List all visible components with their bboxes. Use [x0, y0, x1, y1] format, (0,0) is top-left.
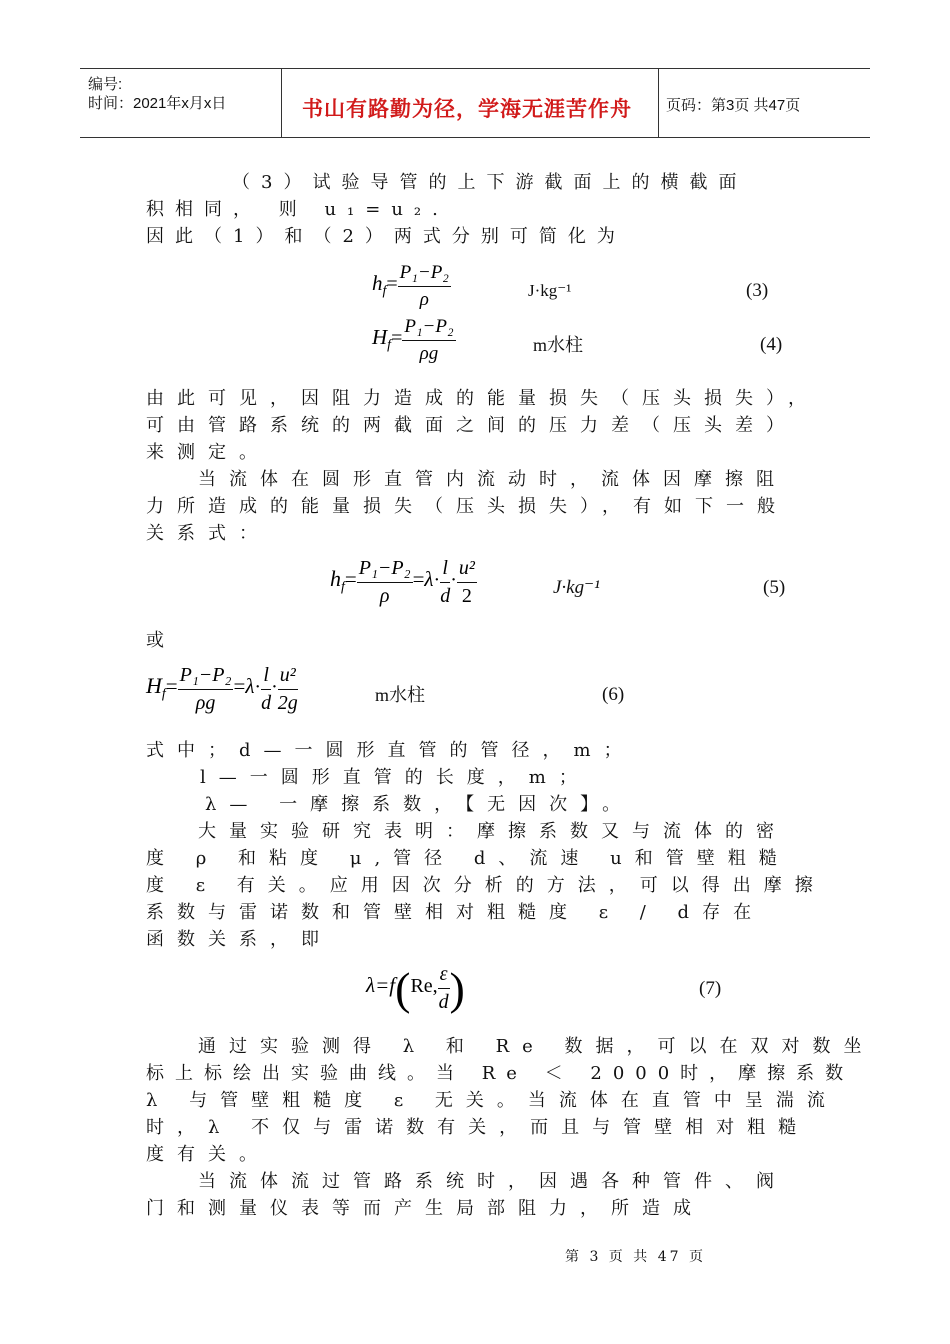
body-line: 当流体流过管路系统时，因遇各种管件、阀	[198, 1171, 787, 1192]
body-line: 当流体在圆形直管内流动时，流体因摩擦阻	[198, 469, 787, 490]
equation-number: (5)	[763, 577, 786, 598]
equation-number: (4)	[760, 334, 783, 355]
header-page-label: 页码：第3页 共47页	[666, 97, 801, 114]
definition-line: λ— 一摩擦系数，【无因次】。	[205, 794, 634, 815]
body-line: 可由管路系统的两截面之间的压力差（压头差）	[146, 415, 797, 436]
eq-numerator: P₁−P₂	[398, 262, 451, 287]
body-line: 积相同， 则 u₁=u₂.	[146, 199, 449, 220]
eq-lhs: λ=f	[366, 973, 396, 998]
body-line: 度 ε 有关。应用因次分析的方法，可以得出摩擦	[146, 875, 826, 896]
header-divider	[281, 69, 282, 137]
definition-line: 式中；d—一圆形直管的管径，m；	[146, 740, 635, 761]
eq-numerator: P₁−P₂	[357, 557, 413, 583]
eq-numerator: l	[261, 664, 271, 690]
eq-lhs: h	[372, 271, 383, 296]
header-motto: 书山有路勤为径，学海无涯苦作舟	[302, 98, 632, 121]
eq-lhs: H	[372, 325, 388, 350]
eq-re: Re,	[410, 975, 438, 998]
body-line: 来测定。	[146, 442, 270, 463]
eq-sub: f	[382, 283, 387, 299]
eq-denominator: ρg	[419, 343, 439, 364]
eq-denominator: ρ	[419, 289, 429, 310]
eq-lhs: H	[146, 673, 162, 699]
body-line: 大量实验研究表明：摩擦系数又与流体的密	[198, 821, 787, 842]
eq-unit: m水柱	[375, 685, 426, 705]
eq-lambda: λ	[245, 674, 255, 699]
body-line: 关系式：	[146, 523, 270, 544]
eq-fraction	[261, 664, 271, 715]
eq-unit: J·kg⁻¹	[528, 281, 572, 300]
equation-number: (7)	[699, 978, 722, 999]
eq-numerator: P₁−P₂	[178, 664, 234, 690]
eq-fraction	[178, 664, 234, 715]
eq-fraction	[357, 557, 413, 608]
time-label: 时间：2021年x月x日	[88, 95, 227, 112]
eq-denominator: d	[438, 991, 449, 1013]
equation-7: λ=f(Re, $\frac{\varepsilon}{d}$ )	[366, 963, 465, 1014]
eq-numerator: l	[440, 557, 450, 583]
equation-4: $H_f=$ $\frac{\text{P₁−P₂}}{\rho g}$	[372, 316, 454, 364]
eq-numerator: P₁−P₂	[402, 316, 455, 341]
body-line: 时，λ 不仅与雷诺数有关，而且与管壁相对粗糙	[146, 1117, 810, 1138]
eq-fraction	[440, 557, 450, 608]
body-line: 标上标绘出实验曲线。当 Re ＜ 2000时，摩擦系数	[146, 1063, 855, 1084]
equation-3: $h_f=$ $\frac{\text{P₁−P₂}}{\rho}$	[372, 262, 449, 310]
eq-sub: f	[161, 686, 166, 702]
body-line: 由此可见，因阻力造成的能量损失（压头损失），	[146, 388, 819, 409]
eq-denominator: ρg	[195, 692, 216, 714]
definition-line: l—一圆形直管的长度，m；	[200, 767, 590, 788]
body-line: 函数关系，即	[146, 929, 332, 950]
eq-lambda: λ	[424, 567, 434, 592]
header-divider	[658, 69, 659, 137]
body-line: 或	[146, 630, 164, 651]
equation-5: $h_f=$ $\frac{\text{P₁−P₂}}{\rho}$ =λ· $\frac{l}{d}$ · $\frac{\text{u²}}{2}$	[330, 557, 475, 607]
eq-sub: f	[341, 579, 345, 595]
body-line: λ 与管壁粗糙度 ε 无关。当流体在直管中呈湍流	[146, 1090, 838, 1111]
document-header	[80, 68, 870, 138]
eq-fraction	[457, 557, 477, 608]
eq-numerator: ε	[438, 963, 450, 989]
eq-unit: J·kg⁻¹	[553, 577, 600, 598]
body-line: 因此（1）和（2）两式分别可简化为	[146, 226, 626, 247]
body-line: （3）试验导管的上下游截面上的横截面	[232, 172, 748, 193]
eq-sub: f	[387, 337, 392, 353]
eq-denominator: d	[261, 692, 272, 714]
eq-fraction	[398, 262, 451, 311]
body-line: 通过实验测得 λ 和 Re 数据，可以在双对数坐	[198, 1036, 875, 1057]
body-line: 系数与雷诺数和管壁相对粗糙度 ε / d存在	[146, 902, 765, 923]
body-line: 力所造成的能量损失（压头损失），有如下一般	[146, 496, 788, 517]
equation-number: (6)	[602, 684, 625, 705]
eq-denominator: d	[440, 585, 451, 607]
equation-6: $H_f=$ $\frac{\text{P₁−P₂}}{\rho g}$ =λ· $\frac{l}{d}$ · $\frac{\text{u²}}{2g}$	[146, 664, 298, 714]
eq-numerator: u²	[278, 664, 298, 690]
body-line: 度有关。	[146, 1144, 270, 1165]
serial-label: 编号:	[88, 76, 123, 93]
eq-denominator: 2g	[277, 692, 298, 714]
eq-fraction	[278, 664, 298, 715]
eq-fraction	[402, 316, 455, 365]
eq-lhs: h	[330, 566, 341, 592]
eq-numerator: u²	[457, 557, 477, 583]
equation-number: (3)	[746, 280, 769, 301]
eq-denominator: ρ	[379, 585, 390, 607]
eq-unit: m水柱	[533, 335, 584, 355]
page-footer: 第 3 页 共 47 页	[565, 1249, 706, 1265]
eq-denominator: 2	[461, 585, 472, 607]
body-line: 门和测量仪表等而产生局部阻力，所造成	[146, 1198, 704, 1219]
eq-fraction	[438, 963, 450, 1014]
body-line: 度 ρ 和粘度 μ,管径 d、流速 u和管壁粗糙	[146, 848, 790, 869]
